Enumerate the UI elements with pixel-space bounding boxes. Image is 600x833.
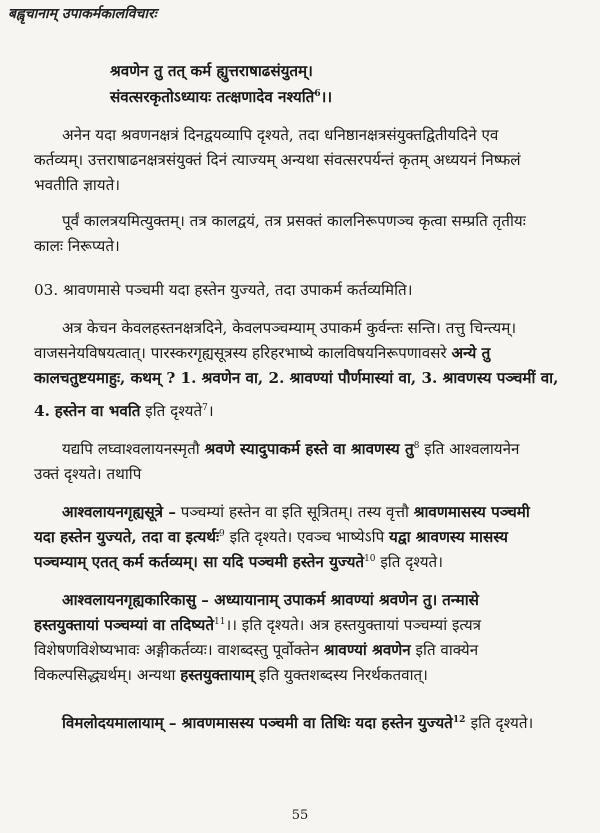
p3-line-4-num: 4. (34, 402, 50, 420)
p6-line-2-bold: हस्तयुक्तायां पञ्चम्यां वा तदिष्यते (34, 616, 215, 634)
p6-line-4 (34, 664, 428, 686)
p5-line-2-bold-end: यद्वा श्रावणस्य मासस्य (389, 528, 508, 546)
p6-line-3-bold: श्रावण्यां श्रवणेन (323, 641, 411, 659)
p3-line-2-bold: अन्ये तु (451, 344, 491, 362)
p6-line-4-bold: हस्तयुक्तायाम् (180, 666, 255, 684)
p4-line-1-end: इति आश्वलायनेन (424, 440, 520, 458)
p1-line-3: भवतीति ज्ञायते। (34, 176, 121, 194)
verse-line-2-text: संवत्सरकृतोऽध्यायः तत्क्षणादेव नश्यति (110, 88, 315, 106)
p3-line-4-text: इति दृश्यते (145, 402, 203, 420)
p7-line-1-end: इति दृश्यते। (470, 714, 534, 732)
p3-line-2-text: वाजसनेयविषयत्वात्। पारस्करगृह्यसूत्रस्य हरिहरभाष्ये कालविषयनिरूपणावसरे (34, 344, 447, 362)
p6-line-3-text: विशेषणविशेष्यभावः अङ्गीकर्तव्यः। वाशब्दस्तु पूर्वोक्तेन (34, 641, 319, 659)
p6-line-1 (62, 589, 479, 611)
footnote-ref: 6 (314, 88, 321, 99)
p5-line-2 (34, 526, 508, 548)
p1-line-2: कर्तव्यम्। उत्तराषाढनक्षत्रसंयुक्तं दिनं त्याज्यम् अन्यथा संवत्सरपर्यन्तं कृतम् अध्ययनं निष्फलं (34, 151, 521, 169)
p1-line-1: अनेन यदा श्रवणनक्षत्रं दिनद्वयव्यापि दृश्यते, तदा धनिष्ठानक्षत्रसंयुक्तद्वितीयदिने एव (62, 126, 499, 144)
p3-line-2 (34, 342, 490, 364)
p6-line-1-bold: आश्वलायनगृह्यकारिकासु – अध्यायानाम् उपाकर्म श्रावण्यां श्रवणेन तु। (62, 591, 438, 609)
p3-line-3: कालचतुष्टयमाहुः, कथम् ? 1. श्रवणेन वा, 2. श्रावण्यां पौर्णमास्यां वा, 3. श्रावणस्य पञ्चमीं वा, (34, 369, 559, 387)
footnote-ref: 11 (214, 616, 226, 627)
p7-line-1 (62, 712, 533, 734)
p5-line-3-text: इति दृश्यते। (380, 553, 443, 571)
p5-line-2-text: इति दृश्यते। एवञ्च भाष्येऽपि (229, 528, 385, 546)
p6-line-1-end: तन्मासे (442, 591, 479, 609)
page-number: 55 (291, 808, 309, 823)
p2-line-2: कालः निरूप्यते। (34, 237, 120, 255)
p6-line-3 (34, 639, 478, 661)
p5-line-2-bold: यदा हस्तेन युज्यते, तदा वा इत्यर्थः (34, 528, 220, 546)
running-header: बह्वृचानाम् उपाकर्मकालविचारः (8, 6, 157, 22)
p4-line-2: उक्तं दृश्यते। तथापि (34, 465, 142, 483)
verse-line-1-text: श्रवणेन तु तत् कर्म ह्युत्तराषाढसंयुतम्। (110, 62, 313, 80)
footnote-ref: 8 (413, 440, 420, 451)
p6-line-2-text: ।। इति दृश्यते। अत्र हस्तयुक्तायां पञ्चम्यां इत्यत्र (225, 616, 482, 634)
footnote-ref: 10 (364, 553, 376, 564)
verse-line-2 (110, 86, 332, 108)
p6-line-4-text: विकल्पसिद्ध्यर्थम्। अन्यथा (34, 666, 176, 684)
p6-line-4-end: इति युक्तशब्दस्य निरर्थकतवात्। (259, 666, 428, 684)
p3-line-1: अत्र केचन केवलहस्तनक्षत्रदिने, केवलपञ्चम्याम् उपाकर्म कुर्वन्तः सन्ति। तत्तु चिन्त्यम्। (62, 319, 517, 337)
footnote-ref: 9 (219, 528, 225, 539)
p5-line-3-bold: पञ्चम्याम् एतत् कर्म कर्तव्यम्। सा यदि पञ्चमी हस्तेन युज्यते (34, 553, 365, 571)
p2-line-1: पूर्वं कालत्रयमित्युक्तम्। तत्र कालद्वयं, तत्र प्रसक्तं कालनिरूपणञ्च कृत्वा सम्प्रति तृतीयः (62, 212, 526, 230)
verse-line-1 (110, 60, 313, 82)
p5-line-1-text: पञ्चम्यां हस्तेन वा इति सूत्रितम्। तस्य वृत्तौ (180, 503, 409, 521)
p4-line-1-text: यद्यपि लघ्वाश्वलायनस्मृतौ (62, 440, 200, 458)
p5-line-1-source: आश्वलायनगृह्यसूत्रे – (62, 503, 176, 521)
p5-line-3 (34, 551, 443, 573)
footnote-ref: 7 (202, 402, 208, 413)
p4-line-1 (62, 438, 519, 460)
p6-line-2 (34, 614, 481, 636)
footnote-ref: 12 (452, 714, 466, 725)
p5-line-1 (62, 501, 530, 523)
p3-line-4-bold: हस्तेन वा भवति (54, 402, 141, 420)
verse-line-2-end: ।। (320, 88, 333, 106)
section-03-heading: 03. श्रावणमासे पञ्चमी यदा हस्तेन युज्यते, तदा उपाकर्म कर्तव्यमिति। (34, 281, 413, 299)
p4-line-1-bold: श्रवणे स्यादुपाकर्म हस्ते वा श्रावणस्य तु (204, 440, 414, 458)
p7-line-1-bold: विमलोदयमालायाम् – श्रावणमासस्य पञ्चमी वा तिथिः यदा हस्तेन युज्यते (62, 714, 453, 732)
p3-line-4 (34, 400, 214, 422)
p6-line-3-end: इति वाक्येन (415, 641, 479, 659)
p3-line-4-end: । (207, 402, 214, 420)
p5-line-1-bold: श्रावणमासस्य पञ्चमी (413, 503, 530, 521)
